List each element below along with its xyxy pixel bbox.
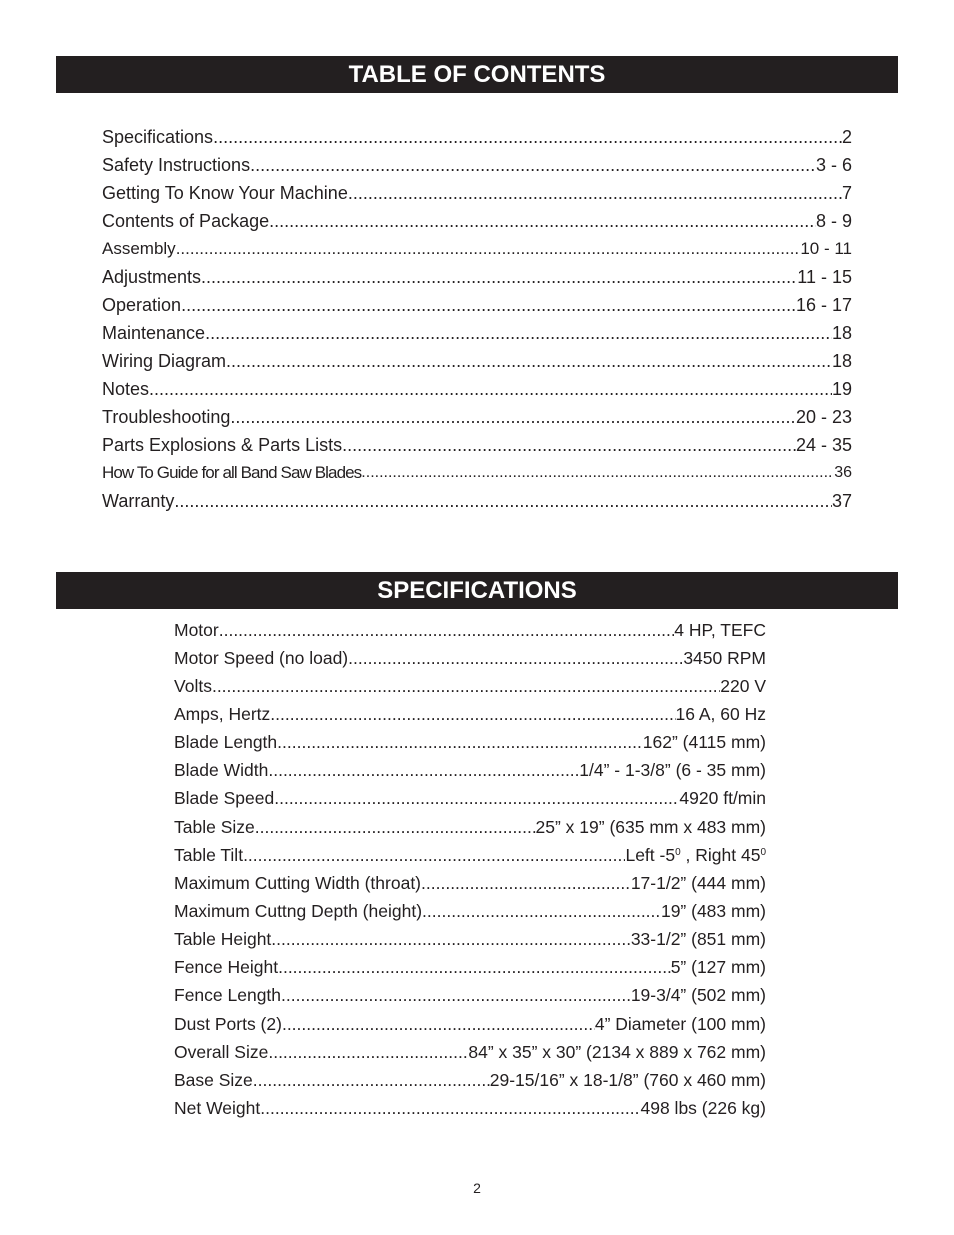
toc-entry-label: How To Guide for all Band Saw Blades [102, 463, 362, 482]
spec-value: 220 V [720, 675, 766, 696]
leader-dots [422, 901, 661, 922]
leader-dots [213, 127, 842, 148]
spec-row [174, 954, 766, 982]
toc-entry-page: 24 - 35 [795, 434, 852, 455]
leader-dots [277, 732, 643, 753]
toc-entry [102, 291, 852, 319]
spec-label: Fence Height [174, 957, 279, 978]
leader-dots [174, 491, 832, 512]
spec-value: 19-3/4” (502 mm) [630, 985, 766, 1006]
toc-entry-label: Maintenance [102, 322, 206, 343]
page-number: 2 [473, 1180, 481, 1196]
toc-entry-label: Warranty [102, 490, 175, 511]
leader-dots [268, 1042, 468, 1063]
spec-row [174, 926, 766, 954]
spec-value: 5” (127 mm) [670, 957, 766, 978]
spec-value: 16 A, 60 Hz [675, 703, 766, 724]
leader-dots [212, 676, 720, 697]
leader-dots [361, 464, 834, 482]
toc-entry-page: 18 [831, 350, 852, 371]
spec-label: Motor Speed (no load) [174, 647, 349, 668]
spec-value: 4 HP, TEFC [674, 619, 766, 640]
leader-dots [250, 155, 816, 176]
toc-entry-label: Parts Explosions & Parts Lists [102, 434, 343, 455]
spec-label: Motor [174, 619, 219, 640]
table-tilt-right: , Right 45 [680, 844, 761, 865]
toc-entry [102, 235, 852, 263]
spec-label: Table Height [174, 929, 272, 950]
spec-label: Table Size [174, 816, 255, 837]
spec-label: Volts [174, 675, 212, 696]
toc-entry-label: Getting To Know Your Machine [102, 182, 348, 203]
toc-entry [102, 179, 852, 207]
leader-dots [205, 323, 832, 344]
leader-dots [282, 1014, 595, 1035]
spec-label: Fence Length [174, 985, 282, 1006]
toc-entry-label: Wiring Diagram [102, 350, 227, 371]
spec-label: Dust Ports (2) [174, 1013, 282, 1034]
leader-dots [201, 267, 797, 288]
spec-value: 25” x 19” (635 mm x 483 mm) [535, 816, 766, 837]
leader-dots [268, 760, 579, 781]
leader-dots [274, 788, 679, 809]
spec-value: 498 lbs (226 kg) [640, 1097, 766, 1118]
spec-value: 17-1/2” (444 mm) [630, 872, 766, 893]
spec-row [174, 616, 766, 644]
spec-row [174, 700, 766, 728]
toc-entry-page: 10 - 11 [800, 239, 852, 258]
spec-value: 84” x 35” x 30” (2134 x 889 x 762 mm) [468, 1041, 766, 1062]
toc-entry [102, 123, 852, 151]
leader-dots [226, 351, 832, 372]
toc-entry-label: Contents of Package [102, 210, 270, 231]
leader-dots [421, 873, 631, 894]
leader-dots [348, 648, 683, 669]
leader-dots [342, 435, 796, 456]
spec-label: Maximum Cutting Width (throat) [174, 872, 422, 893]
degree-mark: 0 [675, 846, 681, 858]
spec-row [174, 1038, 766, 1066]
toc-entry [102, 459, 852, 487]
toc-entry-page: 3 - 6 [815, 154, 852, 175]
spec-label: Blade Width [174, 760, 269, 781]
spec-row [174, 897, 766, 925]
leader-dots [253, 1070, 490, 1091]
toc-entry-page: 8 - 9 [815, 210, 852, 231]
toc-entry [102, 347, 852, 375]
leader-dots [255, 817, 536, 838]
toc-entry [102, 431, 852, 459]
spec-label: Table Tilt [174, 844, 244, 865]
toc-entry-label: Assembly [102, 239, 176, 258]
toc-entry-page: 36 [834, 464, 852, 481]
toc-entry [102, 151, 852, 179]
toc-entry-label: Safety Instructions [102, 154, 251, 175]
spec-value: 3450 RPM [683, 647, 766, 668]
toc-entry [102, 207, 852, 235]
toc-entry [102, 319, 852, 347]
spec-value: 4920 ft/min [679, 788, 766, 809]
toc-entry-page: 7 [841, 182, 852, 203]
spec-value [625, 845, 766, 866]
toc-entry-label: Troubleshooting [102, 406, 231, 427]
spec-label: Base Size [174, 1069, 253, 1090]
leader-dots [281, 985, 631, 1006]
leader-dots [230, 407, 796, 428]
spec-value: 162” (4115 mm) [642, 732, 766, 753]
spec-value: 1/4” - 1-3/8” (6 - 35 mm) [579, 760, 766, 781]
toc-entry-page: 20 - 23 [795, 406, 852, 427]
leader-dots [243, 845, 625, 866]
leader-dots [149, 379, 832, 400]
leader-dots [269, 211, 816, 232]
spec-label: Blade Speed [174, 788, 275, 809]
toc-entry [102, 487, 852, 515]
spec-row [174, 1010, 766, 1038]
leader-dots [181, 295, 796, 316]
toc-entry-page: 11 - 15 [797, 266, 852, 287]
spec-row [174, 841, 766, 869]
degree-mark: 0 [760, 846, 766, 858]
spec-value: 19” (483 mm) [660, 900, 766, 921]
specifications-heading: SPECIFICATIONS [56, 572, 898, 609]
spec-label: Net Weight [174, 1097, 261, 1118]
spec-value: 33-1/2” (851 mm) [630, 929, 766, 950]
leader-dots [270, 704, 675, 725]
spec-row [174, 982, 766, 1010]
spec-row [174, 1066, 766, 1094]
spec-row [174, 644, 766, 672]
toc-entry-label: Specifications [102, 126, 214, 147]
spec-label: Maximum Cuttng Depth (height) [174, 900, 423, 921]
leader-dots [176, 239, 801, 259]
leader-dots [271, 929, 631, 950]
spec-row [174, 729, 766, 757]
toc-entry-page: 2 [841, 126, 852, 147]
spec-label: Overall Size [174, 1041, 269, 1062]
spec-label: Blade Length [174, 732, 278, 753]
spec-row [174, 1094, 766, 1122]
toc-heading: TABLE OF CONTENTS [56, 56, 898, 93]
spec-row [174, 785, 766, 813]
toc-entry-page: 16 - 17 [795, 294, 852, 315]
spec-row [174, 813, 766, 841]
spec-row [174, 672, 766, 700]
spec-label: Amps, Hertz [174, 703, 271, 724]
toc-entry-page: 37 [831, 490, 852, 511]
leader-dots [219, 620, 675, 641]
toc-entry-page: 18 [831, 322, 852, 343]
toc-entry-label: Notes [102, 378, 150, 399]
leader-dots [278, 957, 671, 978]
spec-value: 29-15/16” x 18-1/8” (760 x 460 mm) [489, 1069, 766, 1090]
toc-entry-label: Operation [102, 294, 182, 315]
toc-entry [102, 263, 852, 291]
table-tilt-left: Left -5 [625, 844, 676, 865]
specifications-list [174, 616, 766, 1123]
spec-row [174, 869, 766, 897]
spec-value: 4” Diameter (100 mm) [594, 1013, 766, 1034]
spec-row [174, 757, 766, 785]
toc-entry [102, 375, 852, 403]
toc-entry-page: 19 [831, 378, 852, 399]
leader-dots [348, 183, 842, 204]
toc-entry-label: Adjustments [102, 266, 202, 287]
toc-list [102, 123, 852, 515]
toc-entry [102, 403, 852, 431]
leader-dots [260, 1098, 640, 1119]
